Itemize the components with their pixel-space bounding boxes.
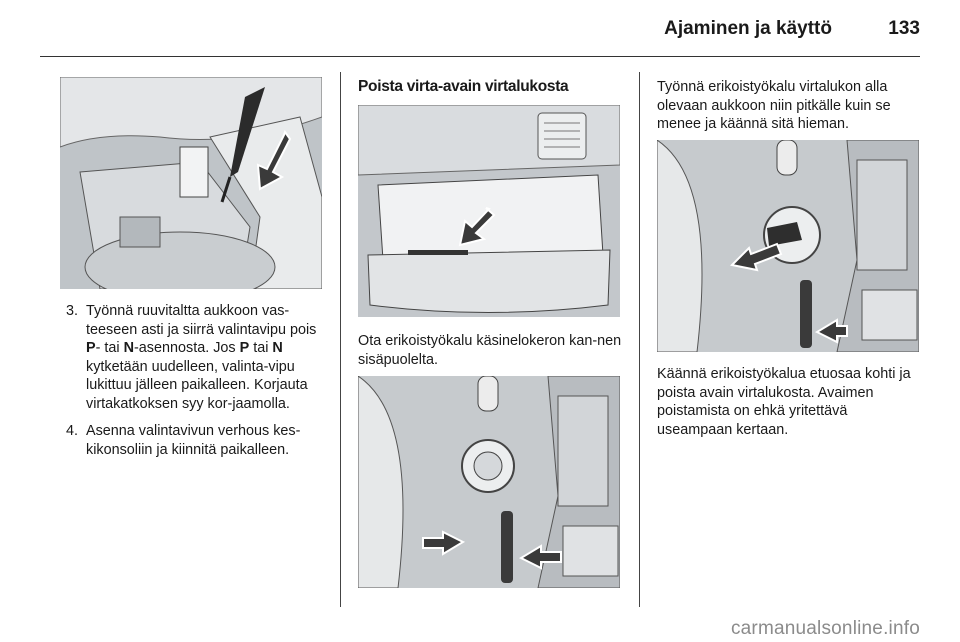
- glovebox-paragraph: Ota erikoistyökalu käsinelokeron kan-nen sisäpuolelta.: [358, 333, 622, 368]
- key-removal-illustration: [657, 140, 919, 352]
- air-vent-icon: [538, 113, 586, 159]
- figure-glovebox-tool: [358, 105, 620, 317]
- special-tool-icon: [800, 280, 812, 348]
- gear-n-label: N: [123, 340, 135, 356]
- header-rule: [40, 56, 920, 57]
- special-tool-icon: [501, 511, 513, 583]
- watermark: carmanualsonline.info: [730, 618, 920, 639]
- figure-gear-selector-screwdriver: [60, 77, 322, 289]
- step-number: 4.: [66, 423, 79, 439]
- step-text-part: -asennosta. Jos: [134, 340, 240, 356]
- step-text-part: tai: [249, 340, 273, 356]
- gear-p-label: P: [86, 340, 96, 356]
- glovebox-illustration: [358, 105, 620, 317]
- step-text-part: Työnnä ruuvitaltta aukkoon vas-teeseen asti ja siirrä valintavipu pois: [86, 303, 317, 338]
- insert-tool-paragraph: Työnnä erikoistyökalu virtalukon alla olevaan aukkoon niin pitkälle kuin se menee ja käännä sitä hieman.: [657, 79, 891, 132]
- column-divider-1: [340, 72, 341, 607]
- remove-key-paragraph: Käännä erikoistyökalua etuosaa kohti ja poista avain virtalukosta. Avaimen poistamista on ehkä yritettävä useampaan kertaan.: [657, 366, 911, 438]
- step-3: [66, 302, 328, 413]
- section-heading: Poista virta-avain virtalukosta: [358, 78, 569, 95]
- header-title: Ajaminen ja käyttö: [664, 18, 832, 39]
- figure-ignition-key-removal: [657, 140, 919, 352]
- step-number: 3.: [66, 303, 79, 319]
- gear-p-label: P: [239, 340, 250, 356]
- step-text-part: kytketään uudelleen, valinta-vipu lukittuu jälleen paikalleen. Korjauta virtakatkoksen syy kor-jaamolla.: [86, 358, 308, 412]
- ignition-insert-illustration: [358, 376, 620, 588]
- figure-ignition-tool-insert: [358, 376, 620, 588]
- step-text: Asenna valintavivun verhous kes-kikonsoliin ja kiinnitä paikalleen.: [86, 423, 301, 458]
- step-text-part: - tai: [95, 340, 124, 356]
- column-divider-2: [639, 72, 640, 607]
- page-number: 133: [888, 18, 920, 39]
- step-4: [66, 422, 328, 459]
- gear-selector-illustration: [60, 77, 322, 289]
- steps-list: [66, 302, 328, 468]
- special-tool-icon: [408, 250, 468, 255]
- gear-n-label: N: [272, 340, 283, 356]
